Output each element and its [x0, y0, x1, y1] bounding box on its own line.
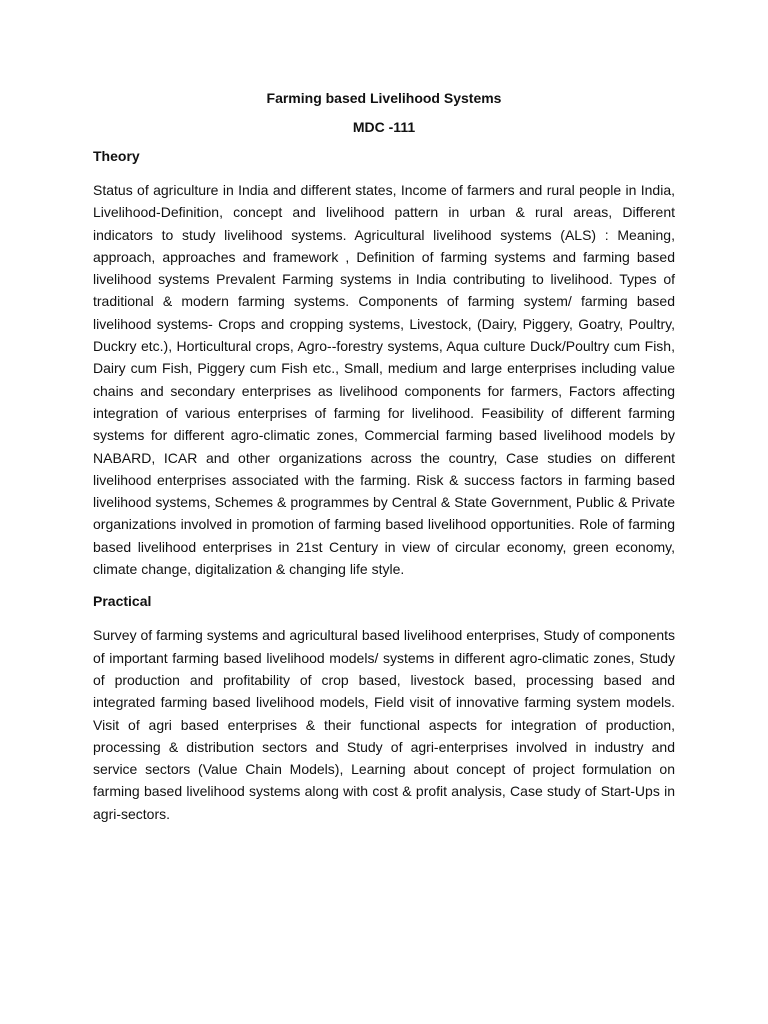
practical-paragraph: Survey of farming systems and agricultural based livelihood enterprises, Study of components of important farming based livelihood models/ systems in different agro-climatic zones, Study of production and profitability of crop based, livestock based, processing based and integrated farming based livelihood models, Field visit of innovative farming system models. Visit of agri based enterprises & their functional aspects for integration of production, processing & distribution sectors and Study of agri-enterprises involved in industry and service sectors (Value Chain Models), Learning about concept of project formulation on farming based livelihood systems along with cost & profit analysis, Case study of Start-Ups in agri-sectors.	[93, 627, 675, 822]
practical-heading: Practical	[93, 593, 152, 610]
document-title: Farming based Livelihood Systems	[266, 90, 502, 106]
theory-paragraph: Status of agriculture in India and different states, Income of farmers and rural people in India, Livelihood-Definition, concept and livelihood pattern in urban & rural areas, Different indicators to study livelihood systems. Agricultural livelihood systems (ALS) : Meaning, approach, approaches and framework , Definition of farming systems and farming based livelihood systems Prevalent Farming systems in India contributing to livelihood. Types of traditional & modern farming systems. Components of farming system/ farming based livelihood systems- Crops and cropping systems, Livestock, (Dairy, Piggery, Goatry, Poultry, Duckry etc.), Horticultural crops, Agro--forestry systems, Aqua culture Duck/Poultry cum Fish, Dairy cum Fish, Piggery cum Fish etc., Small, medium and large enterprises including value chains and secondary enterprises as livelihood components for farmers, Factors affecting integration of various enterprises of farming for livelihood. Feasibility of different farming systems for different agro-climatic zones, Commercial farming based livelihood models by NABARD, ICAR and other organizations across the country, Case studies on different livelihood enterprises associated with the farming. Risk & success factors in farming based livelihood systems, Schemes & programmes by Central & State Government, Public & Private organizations involved in promotion of farming based livelihood opportunities. Role of farming based livelihood enterprises in 21st Century in view of circular economy, green economy, climate change, digitalization & changing life style.	[93, 182, 675, 578]
theory-heading: Theory	[93, 148, 140, 164]
course-code: MDC -111	[352, 119, 416, 135]
